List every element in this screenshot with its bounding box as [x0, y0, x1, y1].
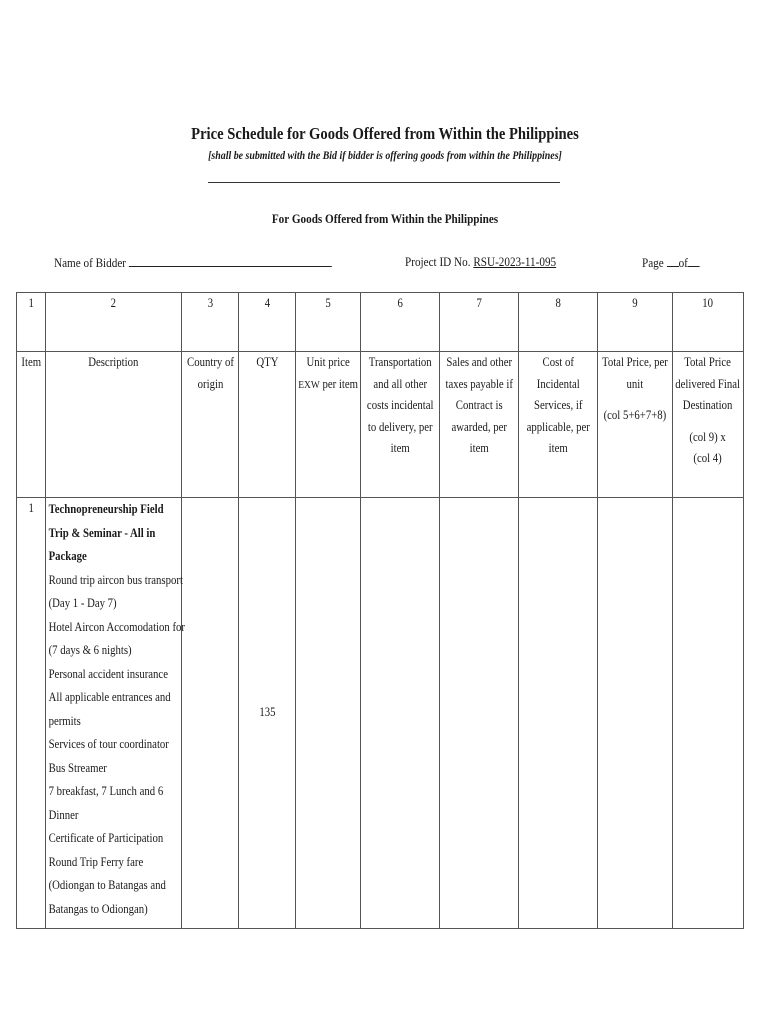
document-title: Price Schedule for Goods Offered from Within the Philippines — [191, 124, 579, 143]
sales-taxes-cell — [440, 498, 519, 929]
column-number: 5 — [296, 293, 361, 352]
description-line: 7 breakfast, 7 Lunch and 6 Dinner — [48, 784, 164, 822]
description-line: Services of tour coordinator — [48, 737, 169, 751]
description-line: Round Trip Ferry fare (Odiongan to Batangas and Batangas to Odiongan) — [48, 854, 166, 916]
page-of-label: of — [678, 255, 688, 270]
project-id-field — [405, 254, 556, 270]
page-label: Page — [642, 255, 664, 270]
item-number: 1 — [17, 498, 46, 929]
description-line: Hotel Aircon Accomodation for (7 days & 6 nights) — [48, 619, 186, 657]
bidder-name-field — [54, 254, 332, 271]
column-number: 7 — [440, 293, 519, 352]
column-header-row — [17, 352, 744, 498]
header-total-price-delivered: Total Price delivered Final Destination (col 9) x (col 4) — [673, 352, 744, 498]
column-number: 6 — [361, 293, 440, 352]
subtitle-rule — [208, 182, 560, 183]
transportation-cell — [361, 498, 440, 929]
description-line: Certificate of Participation — [48, 831, 164, 845]
description-line: Personal accident insurance — [48, 666, 168, 681]
page-current-blank — [667, 254, 679, 267]
column-number: 10 — [673, 293, 744, 352]
header-country-of-origin: Country of origin — [182, 352, 239, 498]
section-heading: For Goods Offered from Within the Philippines — [271, 211, 499, 226]
header-total-price-per-unit: Total Price, per unit (col 5+6+7+8) — [598, 352, 673, 498]
column-number: 1 — [17, 293, 46, 352]
column-number: 2 — [46, 293, 182, 352]
column-number: 4 — [239, 293, 296, 352]
page-number-field — [642, 254, 700, 271]
header-item: Item — [17, 352, 46, 498]
bidder-name-blank — [129, 254, 332, 267]
price-schedule-table — [16, 292, 744, 929]
project-id-label: Project ID No. — [405, 254, 471, 269]
document-subtitle: [shall be submitted with the Bid if bidder is offering goods from within the Philippines] — [208, 150, 562, 162]
header-incidental-services: Cost of Incidental Services, if applicable, per item — [519, 352, 598, 498]
total-price-delivered-cell — [673, 498, 744, 929]
item-description — [46, 498, 186, 929]
total-price-per-unit-cell — [598, 498, 673, 929]
header-description: Description — [46, 352, 182, 498]
column-number: 9 — [598, 293, 673, 352]
item-description-title: Technopreneurship Field Trip & Seminar - All in Package — [48, 502, 164, 563]
header-qty: QTY — [239, 352, 296, 498]
page-total-blank — [688, 254, 700, 267]
description-line: All applicable entrances and permits — [48, 690, 171, 728]
incidental-services-cell — [519, 498, 598, 929]
header-unit-price: Unit price EXW per item — [296, 352, 361, 498]
column-number: 8 — [519, 293, 598, 352]
column-number: 3 — [182, 293, 239, 352]
description-line: Bus Streamer — [48, 760, 107, 775]
column-number-row — [17, 293, 744, 352]
table-row — [17, 498, 744, 929]
country-of-origin-cell — [182, 498, 239, 929]
unit-price-cell — [296, 498, 361, 929]
qty-cell: 135 — [239, 498, 296, 929]
header-transportation: Transportation and all other costs incidental to delivery, per item — [361, 352, 440, 498]
project-id-value: RSU-2023-11-095 — [473, 254, 557, 269]
header-sales-taxes: Sales and other taxes payable if Contract is awarded, per item — [440, 352, 519, 498]
bidder-name-label: Name of Bidder — [54, 255, 127, 270]
description-line: Round trip aircon bus transport (Day 1 - Day 7) — [48, 572, 183, 610]
